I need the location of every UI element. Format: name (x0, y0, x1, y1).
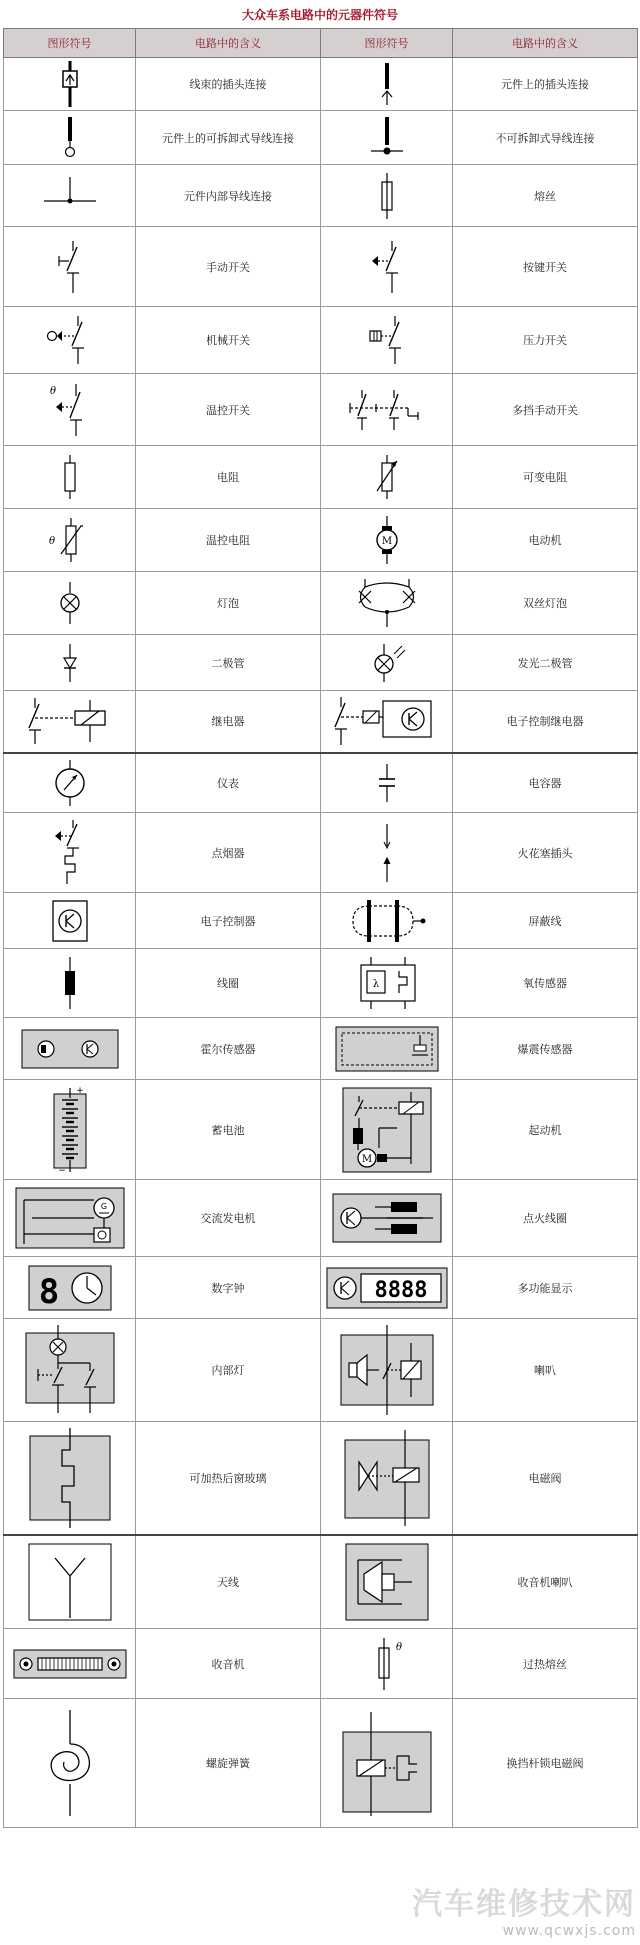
meaning-multi-position-switch: 多挡手动开关 (453, 374, 638, 446)
table-row (4, 813, 638, 893)
watermark-title: 汽车维修技术网 (412, 1887, 636, 1922)
meaning-shielded-wire: 屏蔽线 (453, 893, 638, 949)
theta-label: θ (395, 1641, 402, 1653)
meaning-spiral-spring: 螺旋弹簧 (136, 1699, 321, 1828)
meaning-interior-light: 内部灯 (136, 1319, 321, 1422)
symbol-resistor (4, 446, 136, 509)
meaning-solenoid-valve: 电磁阀 (453, 1422, 638, 1535)
symbol-multi-function-display (321, 1257, 453, 1319)
meaning-starter-motor: 起动机 (453, 1080, 638, 1180)
symbol-coil (4, 949, 136, 1018)
table-row (4, 446, 638, 509)
header-symbol-left: 图形符号 (4, 29, 136, 58)
symbol-pressure-switch (321, 307, 453, 374)
meaning-horn: 喇叭 (453, 1319, 638, 1422)
meaning-radio: 收音机 (136, 1629, 321, 1699)
symbol-spark-plug-connector (321, 813, 453, 893)
meaning-alternator: 交流发电机 (136, 1180, 321, 1257)
table-row (4, 374, 638, 446)
meaning-thermal-fuse: 过热熔丝 (453, 1629, 638, 1699)
symbol-harness-plug-connection (4, 58, 136, 111)
symbol-radio (4, 1629, 136, 1699)
meaning-manual-switch: 手动开关 (136, 227, 321, 307)
display-digits-label: 8888 (374, 1277, 427, 1303)
table-row (4, 893, 638, 949)
table-row (4, 1257, 638, 1319)
symbol-led (321, 635, 453, 691)
symbol-starter-motor (321, 1080, 453, 1180)
symbol-multi-position-switch (321, 374, 453, 446)
symbol-solenoid-valve (321, 1422, 453, 1535)
symbol-shift-lock-solenoid (321, 1699, 453, 1828)
table-row (4, 509, 638, 572)
symbol-relay (4, 691, 136, 753)
symbol-electronic-controller (4, 893, 136, 949)
symbol-antenna (4, 1535, 136, 1629)
meaning-electric-motor: 电动机 (453, 509, 638, 572)
symbol-fuse (321, 165, 453, 227)
symbol-electric-motor (321, 509, 453, 572)
table-row (4, 1180, 638, 1257)
symbol-electronic-relay (321, 691, 453, 753)
meaning-diode: 二极管 (136, 635, 321, 691)
meaning-electronic-controller: 电子控制器 (136, 893, 321, 949)
meaning-thermo-switch: 温控开关 (136, 374, 321, 446)
table-row (4, 307, 638, 374)
symbol-bulb (4, 572, 136, 635)
symbol-radio-speaker (321, 1535, 453, 1629)
meaning-spark-plug-connector: 火花塞插头 (453, 813, 638, 893)
meaning-heated-rear-window: 可加热后窗玻璃 (136, 1422, 321, 1535)
meaning-resistor: 电阻 (136, 446, 321, 509)
motor-label: M (381, 536, 392, 547)
symbol-dual-filament-bulb (321, 572, 453, 635)
meaning-radio-speaker: 收音机喇叭 (453, 1535, 638, 1629)
table-row (4, 1535, 638, 1629)
table-row (4, 1080, 638, 1180)
table-row (4, 753, 638, 813)
meaning-capacitor: 电容器 (453, 753, 638, 813)
symbol-detachable-wire-connection (4, 111, 136, 165)
symbol-thermo-switch (4, 374, 136, 446)
symbol-push-button-switch (321, 227, 453, 307)
table-row (4, 227, 638, 307)
table-row (4, 1319, 638, 1422)
table-row (4, 572, 638, 635)
meaning-component-plug-connection: 元件上的插头连接 (453, 58, 638, 111)
symbol-alternator (4, 1180, 136, 1257)
symbol-fixed-wire-connection (321, 111, 453, 165)
symbol-digital-clock (4, 1257, 136, 1319)
symbol-ignition-coil (321, 1180, 453, 1257)
symbol-shielded-wire (321, 893, 453, 949)
meaning-cigarette-lighter: 点烟器 (136, 813, 321, 893)
symbol-mechanical-switch (4, 307, 136, 374)
meaning-detachable-wire-connection: 元件上的可拆卸式导线连接 (136, 111, 321, 165)
meaning-digital-clock: 数字钟 (136, 1257, 321, 1319)
symbol-cigarette-lighter (4, 813, 136, 893)
table-header-row (4, 29, 638, 58)
theta-label: θ (49, 385, 56, 397)
table-row (4, 1699, 638, 1828)
meaning-oxygen-sensor: 氧传感器 (453, 949, 638, 1018)
table-row (4, 165, 638, 227)
meaning-shift-lock-solenoid: 换挡杆锁电磁阀 (453, 1699, 638, 1828)
symbol-manual-switch (4, 227, 136, 307)
symbol-horn (321, 1319, 453, 1422)
table-row (4, 58, 638, 111)
meaning-dual-filament-bulb: 双丝灯泡 (453, 572, 638, 635)
watermark-url: www.qcwxjs.com (502, 1923, 636, 1939)
meaning-bulb: 灯泡 (136, 572, 321, 635)
symbol-hall-sensor (4, 1018, 136, 1080)
watermark (412, 1879, 636, 1939)
symbol-spiral-spring (4, 1699, 136, 1828)
table-row (4, 691, 638, 753)
meaning-coil: 线圈 (136, 949, 321, 1018)
meaning-relay: 继电器 (136, 691, 321, 753)
plus-label: + (75, 1085, 84, 1096)
meaning-hall-sensor: 霍尔传感器 (136, 1018, 321, 1080)
table-row (4, 1629, 638, 1699)
meaning-led: 发光二极管 (453, 635, 638, 691)
header-symbol-right: 图形符号 (321, 29, 453, 58)
symbol-interior-light (4, 1319, 136, 1422)
table-row (4, 635, 638, 691)
table-row (4, 949, 638, 1018)
meaning-thermo-resistor: 温控电阻 (136, 509, 321, 572)
table-row (4, 1018, 638, 1080)
theta-label: θ (48, 536, 55, 547)
minus-label: − (57, 1165, 66, 1176)
header-meaning-right: 电路中的含义 (453, 29, 638, 58)
meaning-ignition-coil: 点火线圈 (453, 1180, 638, 1257)
meaning-pressure-switch: 压力开关 (453, 307, 638, 374)
symbol-table (3, 28, 638, 1828)
meaning-fuse: 熔丝 (453, 165, 638, 227)
table-row (4, 1422, 638, 1535)
symbol-knock-sensor (321, 1018, 453, 1080)
symbol-oxygen-sensor (321, 949, 453, 1018)
motor-label: M (361, 1153, 372, 1165)
symbol-capacitor (321, 753, 453, 813)
meaning-push-button-switch: 按键开关 (453, 227, 638, 307)
meaning-variable-resistor: 可变电阻 (453, 446, 638, 509)
meaning-fixed-wire-connection: 不可拆卸式导线连接 (453, 111, 638, 165)
meaning-knock-sensor: 爆震传感器 (453, 1018, 638, 1080)
meaning-harness-plug-connection: 线束的插头连接 (136, 58, 321, 111)
lambda-label: λ (372, 979, 379, 990)
meaning-antenna: 天线 (136, 1535, 321, 1629)
header-meaning-left: 电路中的含义 (136, 29, 321, 58)
meaning-electronic-relay: 电子控制继电器 (453, 691, 638, 753)
symbol-thermal-fuse (321, 1629, 453, 1699)
meaning-mechanical-switch: 机械开关 (136, 307, 321, 374)
symbol-component-plug-connection (321, 58, 453, 111)
symbol-battery (4, 1080, 136, 1180)
symbol-internal-wire-connection (4, 165, 136, 227)
meaning-internal-wire-connection: 元件内部导线连接 (136, 165, 321, 227)
symbol-thermo-resistor (4, 509, 136, 572)
generator-label: G (100, 1202, 107, 1211)
symbol-gauge (4, 753, 136, 813)
table-row (4, 111, 638, 165)
meaning-multi-function-display: 多功能显示 (453, 1257, 638, 1319)
symbol-heated-rear-window (4, 1422, 136, 1535)
symbol-diode (4, 635, 136, 691)
clock-digit-label: 8 (38, 1271, 59, 1312)
meaning-gauge: 仪表 (136, 753, 321, 813)
symbol-variable-resistor (321, 446, 453, 509)
meaning-battery: 蓄电池 (136, 1080, 321, 1180)
page-title: 大众车系电路中的元器件符号 (241, 8, 398, 22)
